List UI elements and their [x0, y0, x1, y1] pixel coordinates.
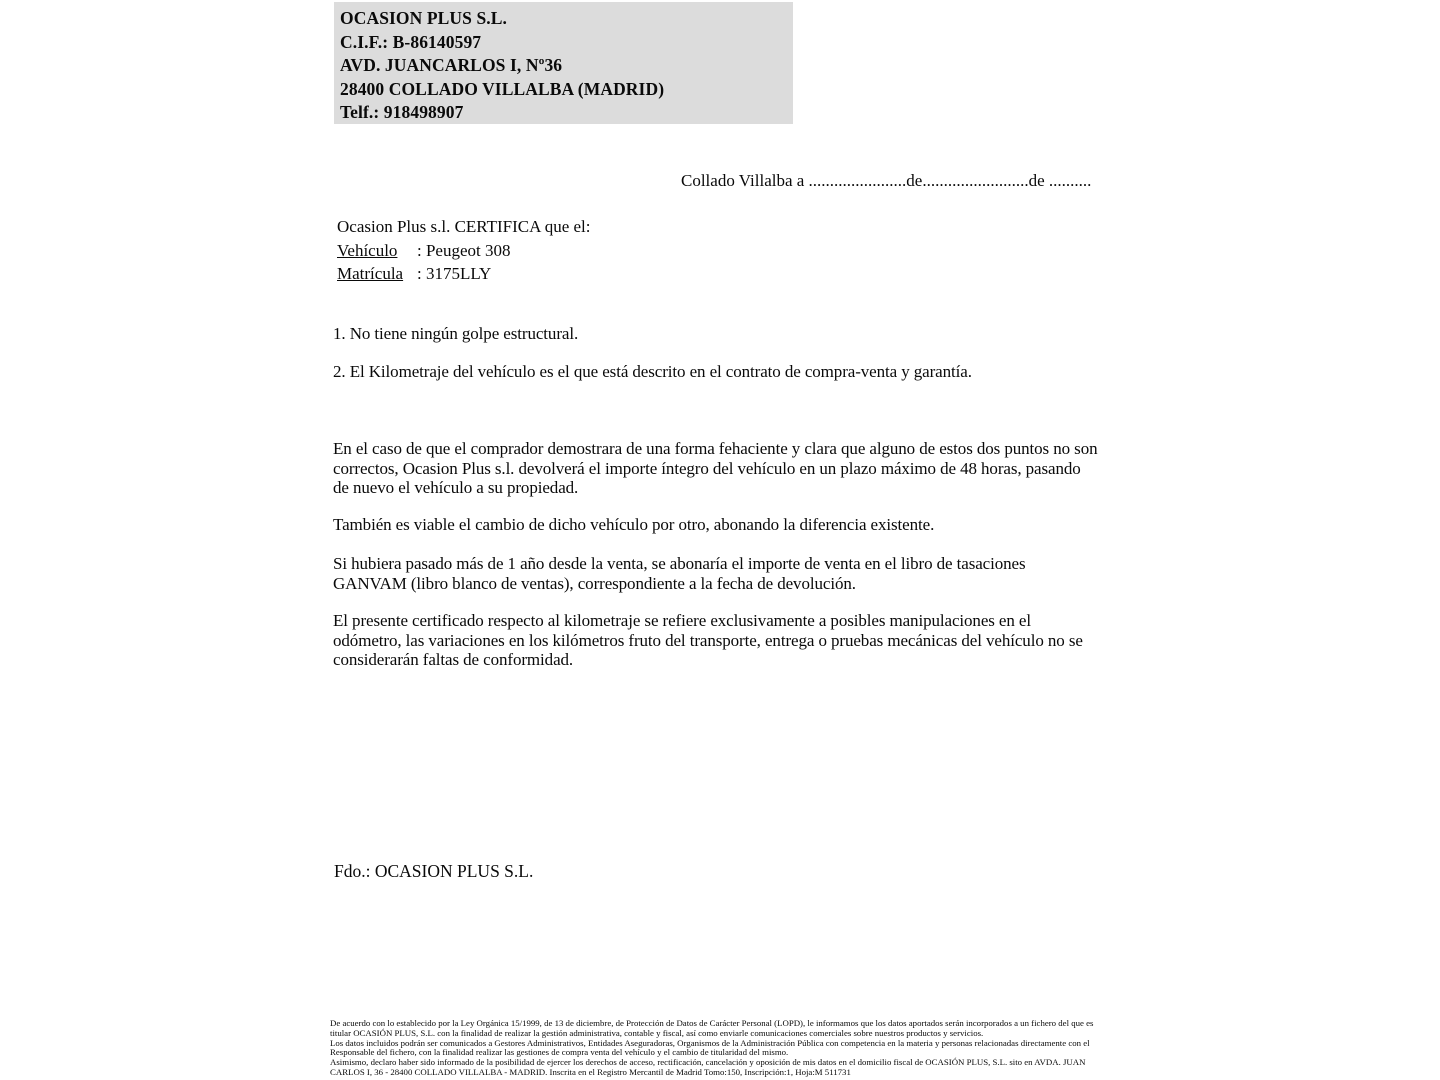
vehicle-value: : Peugeot 308: [417, 240, 511, 260]
paragraph-odometer-disclaimer: El presente certificado respecto al kilometraje se refiere exclusivamente a posibles manipulaciones en el odómetro, las variaciones en los kilómetros fruto del transporte, entrega o pruebas mecánicas del vehículo no se considerarán faltas de conformidad.: [333, 611, 1083, 670]
company-address: AVD. JUANCARLOS I, Nº36: [340, 55, 563, 76]
paragraph-ganvam-valuation: Si hubiera pasado más de 1 año desde la venta, se abonaría el importe de venta en el libro de tasaciones GANVAM (libro blanco de ventas), correspondiente a la fecha de devolución.: [333, 554, 1026, 593]
company-phone: Telf.: 918498907: [340, 102, 464, 123]
company-header-box: [334, 2, 793, 124]
company-cif: C.I.F.: B-86140597: [340, 31, 482, 52]
signature-line: Fdo.: OCASION PLUS S.L.: [334, 861, 534, 881]
legal-data-sharing: Los datos incluidos podrán ser comunicados a Gestores Administrativos, Entidades Aseguradoras, Organismos de la Administración Pública con competencia en la materia y personas relacionadas directamente con el Responsable del fichero, con la finalidad realizar las gestiones de compra venta del vehículo y el cambio de titularidad del mismo.: [330, 1037, 1090, 1058]
paragraph-refund-terms: En el caso de que el comprador demostrara de una forma fehaciente y clara que alguno de estos dos puntos no son correctos, Ocasion Plus s.l. devolverá el importe íntegro del vehículo en un plazo máximo de 48 horas, pasando de nuevo el vehículo a su propiedad.: [333, 439, 1098, 498]
point-mileage: 2. El Kilometraje del vehículo es el que está descrito en el contrato de compra-venta y garantía.: [333, 362, 972, 381]
paragraph-vehicle-exchange: También es viable el cambio de dicho vehículo por otro, abonando la diferencia existente.: [333, 515, 935, 534]
plate-label: Matrícula: [337, 264, 404, 283]
date-line: Collado Villalba a .......................de.........................de ..........: [681, 171, 1092, 190]
plate-field: [337, 262, 591, 286]
legal-fine-print: [330, 1019, 1104, 1078]
vehicle-field: [337, 239, 591, 263]
certify-intro: Ocasion Plus s.l. CERTIFICA que el:: [337, 217, 591, 236]
company-city: 28400 COLLADO VILLALBA (MADRID): [340, 78, 665, 99]
legal-rights-registry: Asimismo, declaro haber sido informado de la posibilidad de ejercer los derechos de acceso, rectificación, cancelación y oposición de mis datos en el domicilio fiscal de OCASIÓN PLUS, S.L. sito en AVDA. JUAN CARLOS I, 36 - 28400 COLLADO VILLALBA - MADRID. Inscrita en el Registro Mercantil de Madrid Tomo:150, Inscripción:1, Hoja:M 511731: [330, 1057, 1086, 1077]
certification-block: [337, 215, 591, 286]
point-structural-damage: 1. No tiene ningún golpe estructural.: [333, 324, 579, 343]
legal-lopd-notice: De acuerdo con lo establecido por la Ley Orgánica 15/1999, de 13 de diciembre, de Protección de Datos de Carácter Personal (LOPD), le informamos que los datos aportados serán incorporados a un fichero del que es titular OCASIÓN PLUS, S.L. con la finalidad de realizar la gestión administrativa, contable y fiscal, así como enviarle comunicaciones comerciales sobre nuestros productos y servicios.: [330, 1018, 1094, 1038]
company-name: OCASION PLUS S.L.: [340, 8, 508, 28]
vehicle-label: Vehículo: [337, 240, 398, 260]
plate-value: : 3175LLY: [417, 264, 492, 283]
